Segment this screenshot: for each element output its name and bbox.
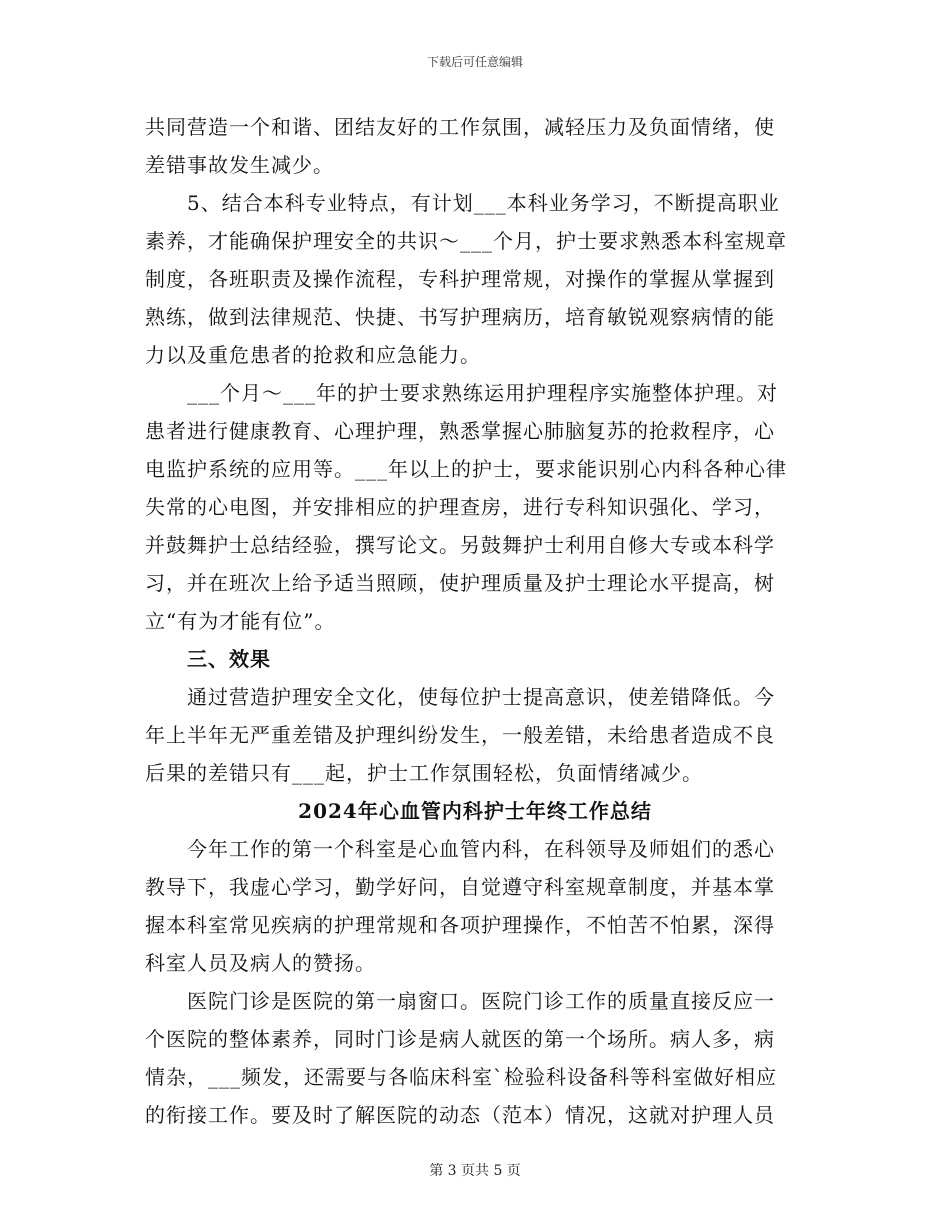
document-title: 2024年心血管内科护士年终工作总结 (298, 799, 652, 823)
text-line: 电监护系统的应用等。___年以上的护士，要求能识别心内科各种心律 (145, 457, 787, 481)
text-line: 共同营造一个和谐、团结友好的工作氛围，减轻压力及负面情绪，使 (145, 115, 775, 139)
text-line: 习，并在班次上给予适当照顾，使护理质量及护士理论水平提高，树 (145, 571, 775, 595)
text-line: 通过营造护理安全文化，使每位护士提高意识，使差错降低。今 (187, 685, 775, 709)
text-line: 的衔接工作。要及时了解医院的动态（范本）情况，这就对护理人员 (145, 1103, 775, 1127)
text-line: 立“有为才能有位”。 (145, 609, 336, 633)
text-line: 失常的心电图，并安排相应的护理查房，进行专科知识强化、学习， (145, 495, 775, 519)
text-line: 年上半年无严重差错及护理纠纷发生，一般差错，未给患者造成不良 (145, 723, 775, 747)
text-line: 素养，才能确保护理安全的共识～___个月，护士要求熟悉本科室规章 (145, 229, 787, 253)
page-header: 下载后可任意编辑 (426, 55, 523, 69)
text-line: 后果的差错只有___起，护士工作氛围轻松，负面情绪减少。 (145, 761, 703, 785)
text-line: 科室人员及病人的赞扬。 (145, 951, 376, 975)
text-line: 情杂，___频发，还需要与各临床科室`检验科设备科等科室做好相应 (145, 1065, 777, 1089)
document-body (145, 108, 805, 1134)
text-line: 熟练，做到法律规范、快捷、书写护理病历，培育敏锐观察病情的能 (145, 305, 775, 329)
text-line: 患者进行健康教育、心理护理，熟悉掌握心肺脑复苏的抢救程序，心 (145, 419, 775, 443)
section-heading: 三、效果 (187, 647, 271, 671)
text-line: 教导下，我虚心学习，勤学好问，自觉遵守科室规章制度，并基本掌 (145, 875, 775, 899)
text-line: 个医院的整体素养，同时门诊是病人就医的第一个场所。病人多，病 (145, 1027, 775, 1051)
text-line: 力以及重危患者的抢救和应急能力。 (145, 343, 481, 367)
text-line: 差错事故发生减少。 (145, 153, 334, 177)
text-line: 制度，各班职责及操作流程，专科护理常规，对操作的掌握从掌握到 (145, 267, 775, 291)
page-footer: 第 3 页共 5 页 (429, 1163, 521, 1179)
text-line: 5、结合本科专业特点，有计划___本科业务学习，不断提高职业 (187, 191, 780, 215)
text-line: 并鼓舞护士总结经验，撰写论文。另鼓舞护士利用自修大专或本科学 (145, 533, 775, 557)
text-line: ___个月～___年的护士要求熟练运用护理程序实施整体护理。对 (187, 381, 778, 405)
text-line: 医院门诊是医院的第一扇窗口。医院门诊工作的质量直接反应一 (187, 989, 775, 1013)
text-line: 握本科室常见疾病的护理常规和各项护理操作，不怕苦不怕累，深得 (145, 913, 775, 937)
text-line: 今年工作的第一个科室是心血管内科，在科领导及师姐们的悉心 (187, 837, 775, 861)
